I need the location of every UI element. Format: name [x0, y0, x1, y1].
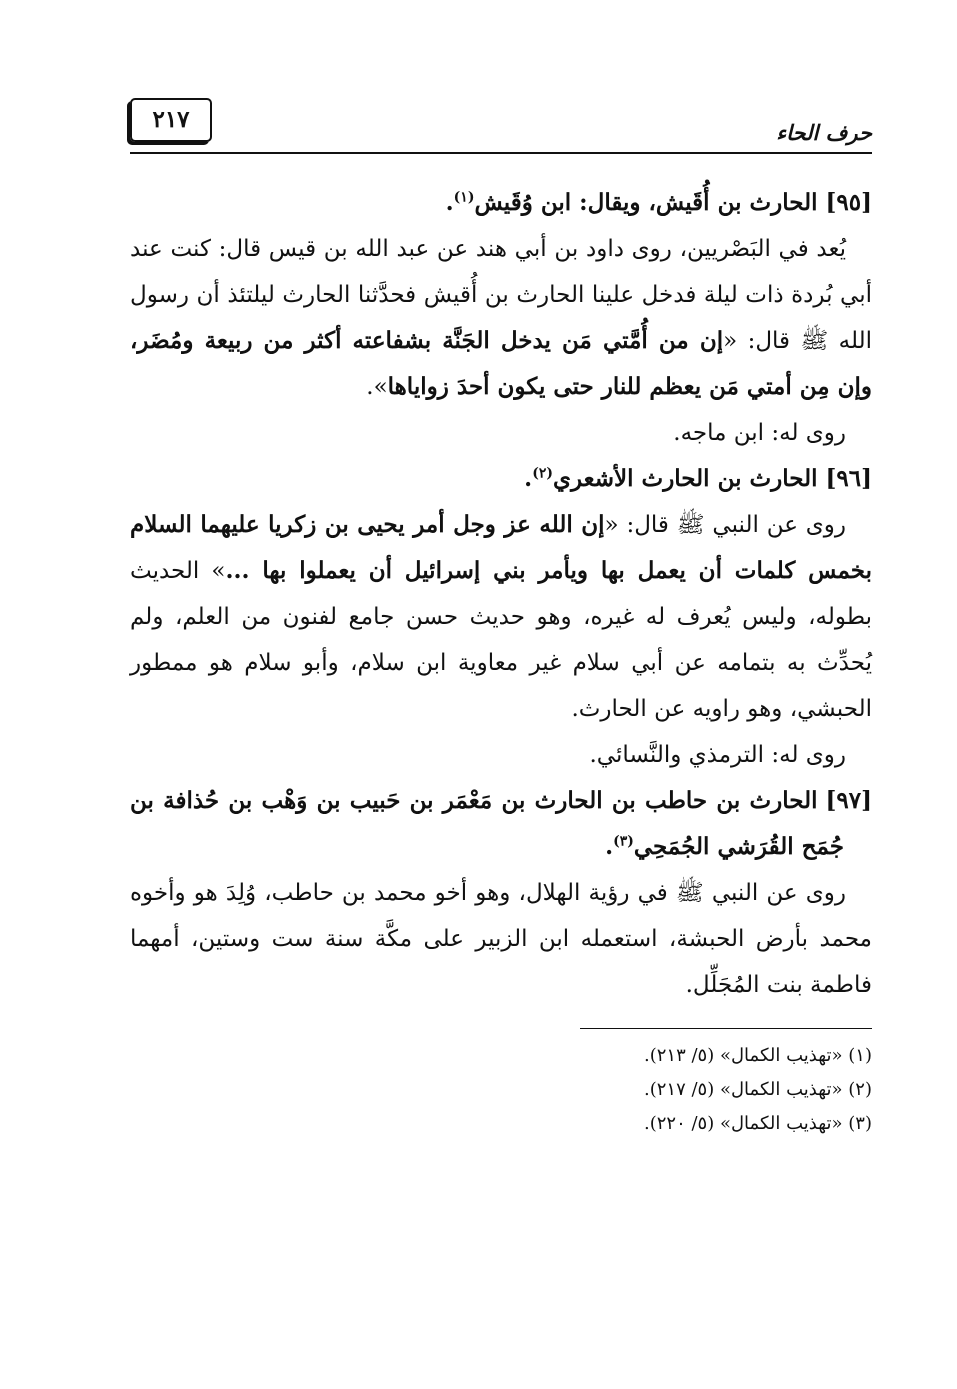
narration-text-end: » الحديث بطوله، وليس يُعرف له غيره، وهو حديث حسن جامع لفنون من العلم، ولم يُحدِّث به بتمامه عن أبي سلام غير معاوية ابن سلام، وأبو سلام هو ممطور الحبشي، وهو راويه عن الحارث. [130, 558, 872, 722]
footnote-separator [580, 1028, 872, 1029]
narration-text-end: ». [366, 374, 388, 400]
entry-paragraph [130, 226, 872, 410]
narration-text: يُعد في البَصْريين، روى داود بن أبي هند عن عبد الله بن قيس قال: كنت عند أبي بُردة ذات ليلة فدخل علينا الحارث بن أُقيش فحدَّثنا الحارث ليلتئذ أن رسول الله ﷺ قال: « [130, 236, 872, 354]
entry-narrators: روى له: الترمذي والنَّسائي. [589, 742, 846, 768]
entry-number: [٩٥] [825, 189, 872, 216]
footnote-1: (١) «تهذيب الكمال» (٥/ ٢١٣). [643, 1045, 872, 1066]
footnote-3: (٣) «تهذيب الكمال» (٥/ ٢٢٠). [643, 1113, 872, 1134]
hadith-text: إن الله عز وجل أمر يحيى بن زكريا عليهما السلام بخمس كلمات أن يعمل بها ويأمر بني إسرائيل أن يعملوا بها ... [130, 511, 873, 584]
entry-narrators: روى له: ابن ماجه. [673, 420, 846, 446]
footnote-ref: (٢) [532, 465, 553, 482]
footnotes [130, 1039, 872, 1141]
footnote-ref: (١) [453, 189, 475, 206]
running-title: حرف الحاء [776, 120, 872, 145]
footnote-2: (٢) «تهذيب الكمال» (٥/ ٢١٧). [643, 1079, 872, 1100]
entry-title-end: . [605, 833, 614, 860]
entry-title-95 [130, 180, 872, 226]
book-page [130, 92, 872, 1342]
page-number: ٢١٧ [152, 106, 190, 133]
entry-name: الحارث بن أُقَيش، ويقال: ابن وُقَيش [474, 189, 818, 216]
page-content [130, 180, 872, 1141]
header-rule [130, 152, 872, 154]
narration-text: روى عن النبي ﷺ قال: « [604, 512, 846, 538]
page-header [130, 92, 872, 158]
entry-number: [٩٦] [825, 465, 872, 492]
entry-name: الحارث بن الحارث الأشعري [552, 465, 818, 492]
hadith-text: إن من أُمَّتي مَن يدخل الجَنَّة بشفاعته أكثر من ربيعة ومُضَر، وإن مِن أمتي مَن يعظم للنار حتى يكون أحدَ زواياها [130, 327, 872, 400]
entry-name: الحارث بن حاطب بن الحارث بن مَعْمَر بن حَبيب بن وَهْب بن حُذافة بن جُمَح القُرَشي الجُمَحِي [130, 787, 844, 860]
footnote-ref: (٣) [613, 833, 634, 850]
entry-number: [٩٧] [825, 787, 872, 814]
entry-title-end: . [524, 465, 533, 492]
entry-title-97 [130, 778, 872, 870]
entry-paragraph: روى عن النبي ﷺ في رؤية الهلال، وهو أخو محمد بن حاطب، وُلِدَ هو وأخوه محمد بأرض الحبشة، استعمله ابن الزبير على مكَّة سنة ست وستين، أمهما فاطمة بنت المُجَلِّل. [130, 880, 872, 998]
entry-title-end: . [445, 189, 454, 216]
entry-paragraph [130, 502, 872, 732]
entry-title-96 [130, 456, 872, 502]
page-number-box [130, 98, 212, 142]
